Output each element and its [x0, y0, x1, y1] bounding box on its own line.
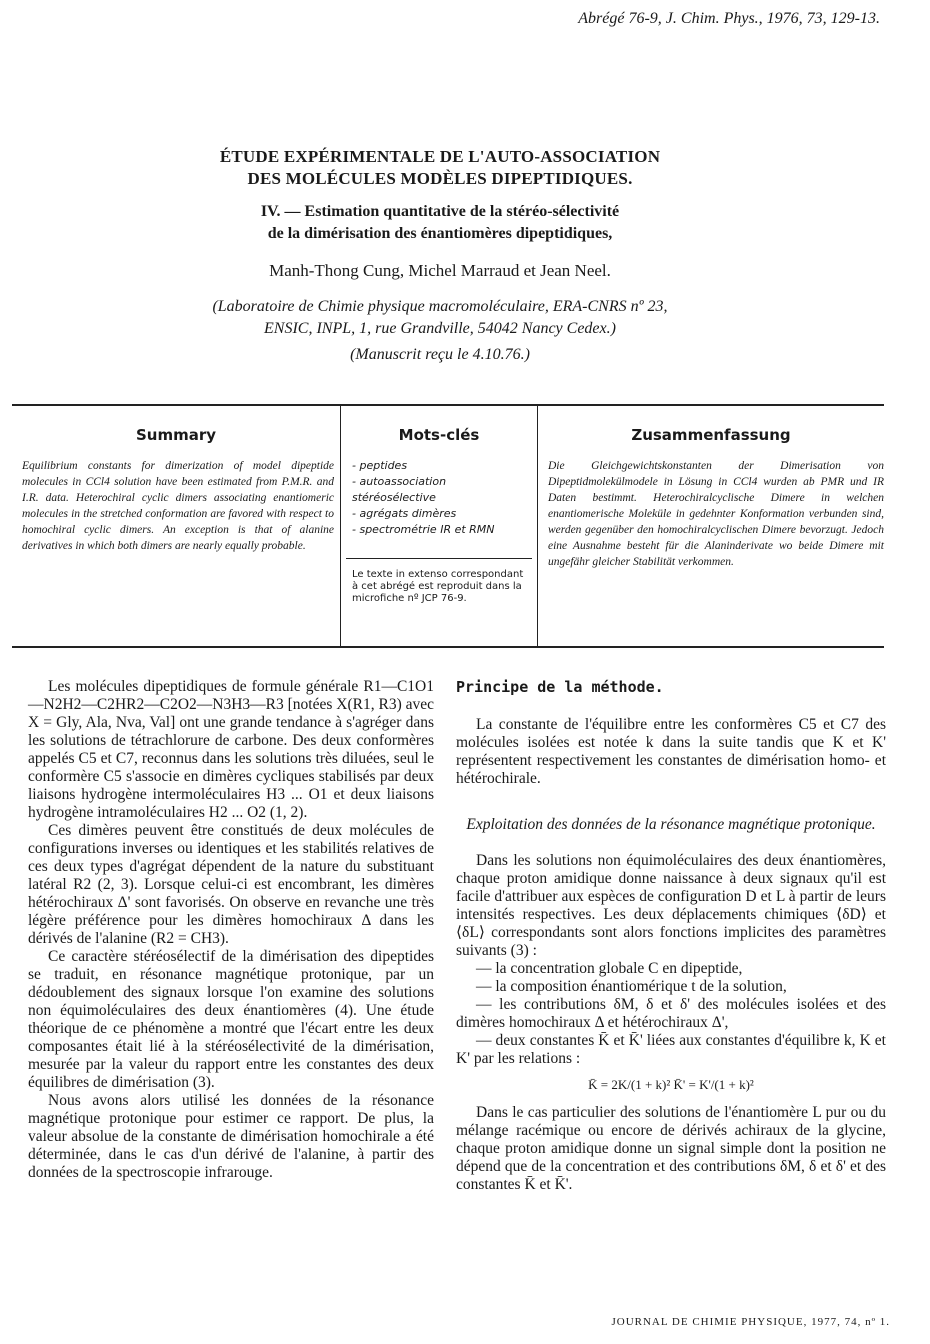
list-item: — deux constantes K̄ et K̄' liées aux constantes d'équilibre k, K et K' par les relations :: [456, 1032, 886, 1067]
list-item: — les contributions δM, δ et δ' des molécules isolées et des dimères homochiraux Δ et hétérochiraux Δ',: [456, 996, 886, 1031]
zusammenfassung-text: Die Gleichgewichtskonstanten der Dimerisation von Dipeptidmolekülmodele in Lösung in CCl4 wurden ab PMR und IR Daten bestimmt. Heterochiralcyclische Dimere in welchen enantiomerische Moleküle in gedehnter Konformation verbunden sind, werden gegenüber den homochiralcyclischen Dimere bevorzugt. Jedoch eine Ausnahme besteht für die Alaninderivate wo beide Dimere mit ungefähr gleicher Stabilität verkommen.: [548, 460, 884, 568]
manuscript-date: (Manuscrit reçu le 4.10.76.): [350, 346, 530, 363]
affiliation-line-1: (Laboratoire de Chimie physique macromoléculaire, ERA-CNRS nº 23,: [212, 298, 668, 315]
section-heading: Principe de la méthode.: [456, 678, 664, 696]
left-paragraph-2: Ces dimères peuvent être constitués de deux molécules de configurations inverses ou identiques et les stabilités relatives de ces deux types d'agrégat dépendent de la nature du substituant latéral R2 (2, 3). Lorsque celui-ci est encombrant, les dimères hétérochiraux Δ' sont favorisés. On observe en revanche une très légère préférence pour les dimères homochiraux Δ dans les dérivés de l'alanine (R2 = CH3).: [28, 822, 434, 947]
keyword-item: - agrégats dimères: [352, 507, 457, 520]
left-paragraph-4: Nous avons alors utilisé les données de la résonance magnétique protonique pour estimer ce rapport. De plus, la valeur absolue de la constante de dimérisation homochirale a été déterminée, dans le cas d'un dérivé de l'alanine, à partir des données de la spectroscopie infrarouge.: [28, 1092, 434, 1181]
keyword-list: [352, 458, 530, 538]
subtitle-line-2: de la dimérisation des énantiomères dipeptidiques,: [267, 225, 613, 242]
right-column: [456, 678, 886, 1194]
right-paragraph-3: Dans le cas particulier des solutions de l'énantiomère L pur ou du mélange racémique ou encore de dérivés achiraux de la glycine, chaque proton amidique donne un signal simple dont la position ne dépend que de la concentration et des contributions δM, δ et δ' et des constantes K̄ et K̄'.: [456, 1104, 886, 1193]
title-line-1: ÉTUDE EXPÉRIMENTALE DE L'AUTO-ASSOCIATION: [219, 147, 661, 166]
list-item: — la concentration globale C en dipeptide,: [476, 960, 743, 977]
list-item: — la composition énantiomérique t de la solution,: [476, 978, 787, 995]
mots-cles-heading: Mots-clés: [398, 426, 480, 444]
title-line-2: DES MOLÉCULES MODÈLES DIPEPTIDIQUES.: [247, 169, 633, 188]
subsection-heading: Exploitation des données de la résonance magnétique protonique.: [466, 816, 876, 833]
left-paragraph-3: Ce caractère stéréosélectif de la dimérisation des dipeptides se traduit, en résonance magnétique protonique, par un dédoublement des signaux lorsque l'on examine des solutions non équimoléculaires des deux énantiomères (4). Une étude théorique de ce phénomène a montré que l'écart entre les deux composantes était lié à la stéréosélectivité de la dimérisation, mesurée par la valeur du rapport entre les constantes des deux équilibres de dimérisation (3).: [28, 948, 434, 1091]
left-paragraph-1: Les molécules dipeptidiques de formule générale R1—C1O1—N2H2—C2HR2—C2O2—N3H3—R3 [notées X(R1, R3) avec X = Gly, Ala, Nva, Val] ont une grande tendance à s'agréger dans les solutions de tétrachlorure de carbone. Des deux conformères appelés C5 et C7, reconnus dans les solutions très diluées, seul le conformère C5 s'associe en dimères cycliques stabilisés par deux liaisons hydrogène intermoléculaires H3 ... O1 et deux liaisons hydrogène intramoléculaires H2 ... O2 (1, 2).: [28, 678, 434, 821]
journal-citation: Abrégé 76-9, J. Chim. Phys., 1976, 73, 129-13.: [578, 10, 880, 27]
zusammenfassung-heading: Zusammenfassung: [631, 426, 791, 444]
equation: K̄ = 2K/(1 + k)² K̄' = K'/(1 + k)²: [588, 1077, 754, 1092]
keyword-item: - autoassociation stéréosélective: [352, 475, 447, 504]
affiliation-line-2: ENSIC, INPL, 1, rue Grandville, 54042 Nancy Cedex.): [264, 320, 616, 337]
keyword-item: - peptides: [352, 459, 408, 472]
mots-note-rule: [346, 558, 532, 559]
box-bottom-rule: [12, 646, 884, 648]
left-column: [28, 678, 434, 1182]
subtitle-line-1: IV. — Estimation quantitative de la stéréo-sélectivité: [260, 203, 620, 220]
summary-heading: Summary: [135, 426, 217, 444]
authors: Manh-Thong Cung, Michel Marraud et Jean Neel.: [269, 261, 611, 280]
box-top-rule: [12, 404, 884, 406]
microfiche-note: Le texte in extenso correspondant à cet abrégé est reproduit dans la microfiche nº JCP 76-9.: [352, 569, 524, 604]
right-paragraph-2: Dans les solutions non équimoléculaires des deux énantiomères, chaque proton amidique donne naissance à deux signaux qu'il est facile d'attribuer aux espèces de configuration D et L à partir de leurs intensités respectives. Les deux déplacements chimiques ⟨δD⟩ et ⟨δL⟩ correspondants sont alors fonctions implicites des paramètres suivants (3) :: [456, 852, 886, 959]
summary-text: Equilibrium constants for dimerization of model dipeptide molecules in CCl4 solution have been estimated from P.M.R. and I.R. data. Heterochiral cyclic dimers associating enantiomeric molecules in the stretched conformation are favored with respect to homochiral cyclic dimers. An exception is that of alanine derivatives in which both dimers are nearly equally probable.: [22, 460, 334, 552]
keyword-item: - spectrométrie IR et RMN: [352, 523, 495, 536]
right-paragraph-1: La constante de l'équilibre entre les conformères C5 et C7 des molécules isolées est notée k dans la suite tandis que K et K' représentent respectivement les constantes de dimérisation homo- et hétérochirale.: [456, 716, 886, 787]
page-footer: JOURNAL DE CHIMIE PHYSIQUE, 1977, 74, nº 1.: [611, 1316, 890, 1328]
